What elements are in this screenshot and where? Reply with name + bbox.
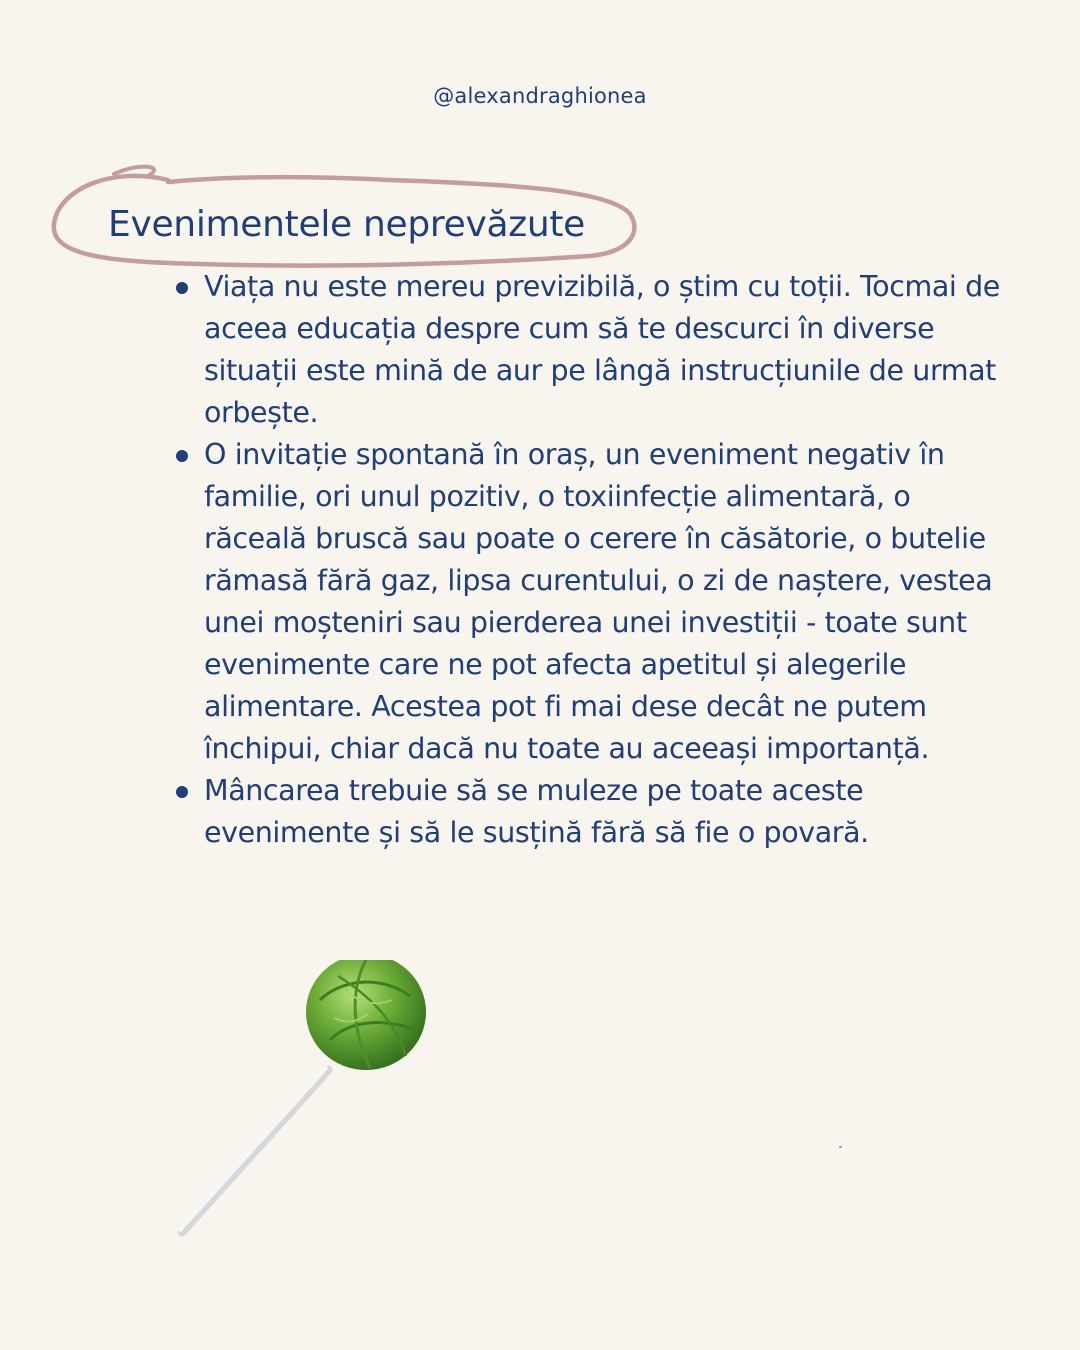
section-title-block <box>50 160 650 280</box>
list-item <box>172 770 1002 854</box>
author-handle: @alexandraghionea <box>433 84 647 108</box>
bullet-text: Mâncarea trebuie să se muleze pe toate aceste evenimente și să le susțină fără să fie o povară. <box>204 774 869 849</box>
bullet-icon <box>176 450 188 462</box>
bullet-icon <box>176 786 188 798</box>
list-item <box>172 434 1002 770</box>
speck-mark <box>839 1146 842 1148</box>
list-item <box>172 266 1002 434</box>
section-title: Evenimentele neprevăzute <box>108 204 586 245</box>
bullet-text: Viața nu este mereu previzibilă, o știm cu toții. Tocmai de aceea educația despre cum să te descurci în diverse situații este mină de aur pe lângă instrucțiunile de urmat orbește. <box>204 270 1000 429</box>
brussels-sprout-lollipop-icon <box>170 960 450 1250</box>
bullet-list <box>172 266 1002 854</box>
bullet-text: O invitație spontană în oraș, un eveniment negativ în familie, ori unul pozitiv, o toxiinfecție alimentară, o răceală bruscă sau poate o cerere în căsătorie, o butelie rămasă fără gaz, lipsa curentului, o zi de naștere, vestea unei moșteniri sau pierderea unei investiții - toate sunt evenimente care ne pot afecta apetitul și alegerile alimentare. Acestea pot fi mai dese decât ne putem închipui, chiar dacă nu toate au aceeași importanță. <box>204 438 993 765</box>
bullet-icon <box>176 282 188 294</box>
